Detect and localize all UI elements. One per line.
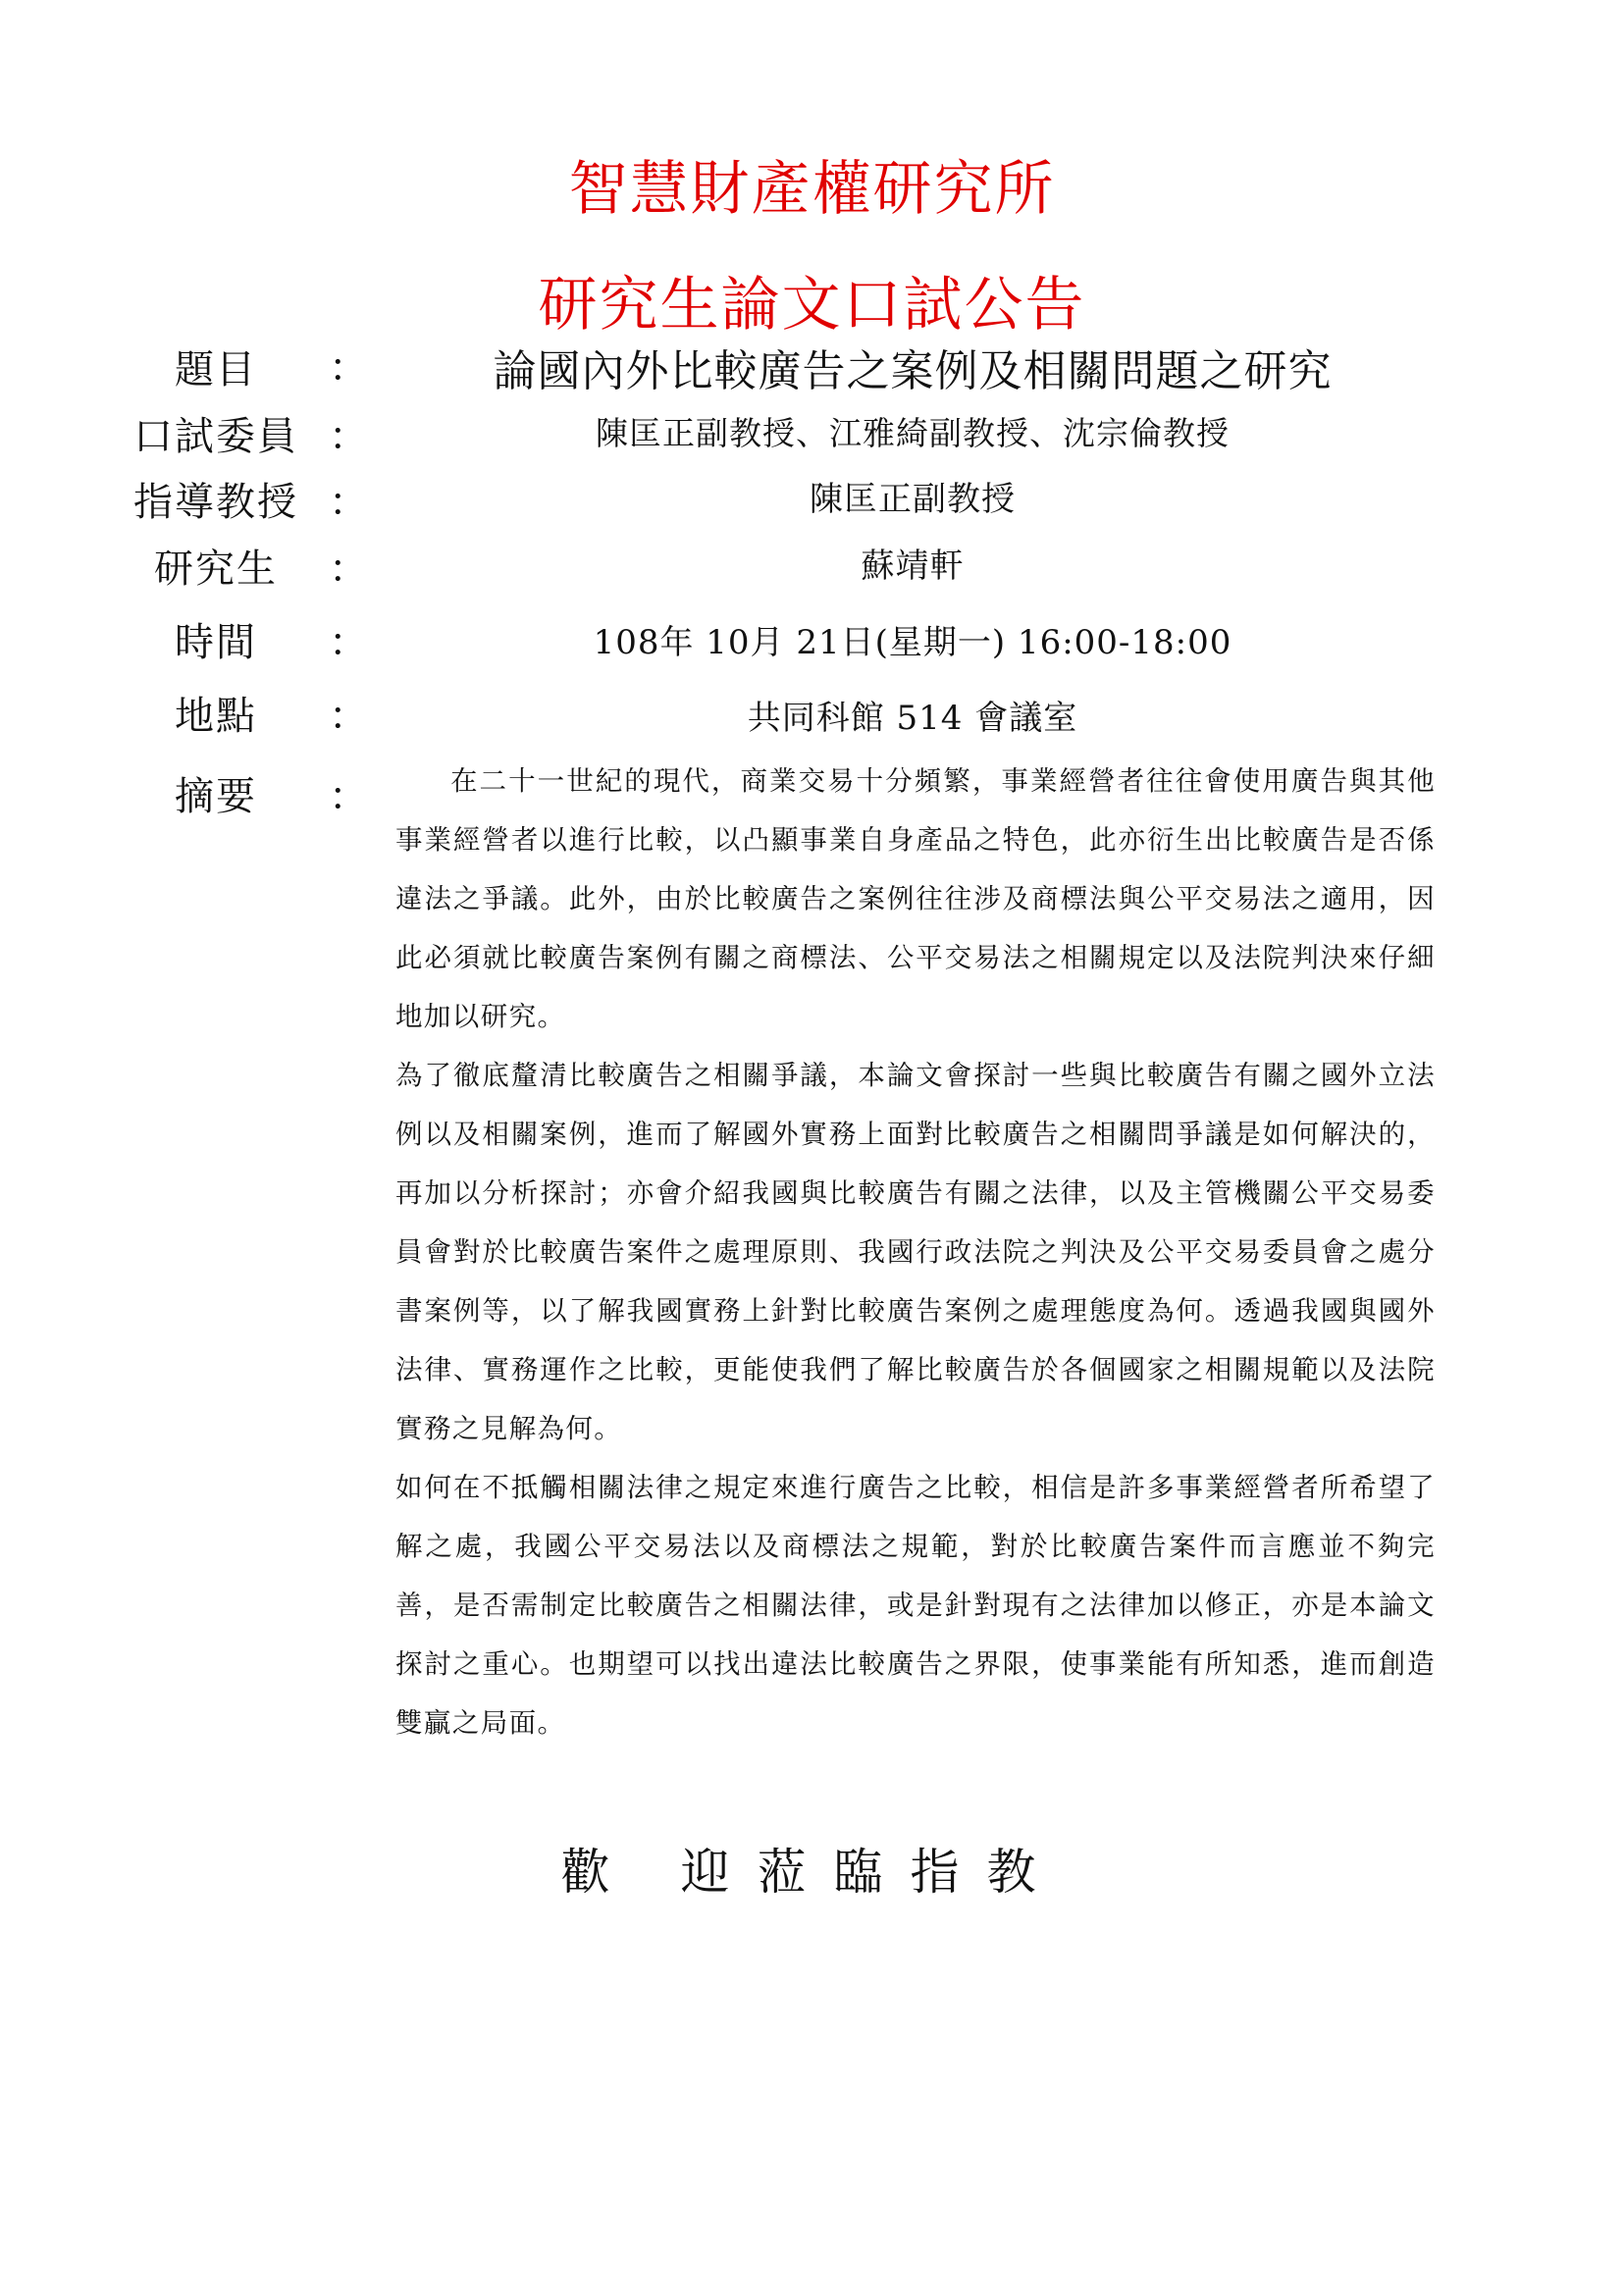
topic-label: 題目 [175,347,257,392]
notice-title: 研究生論文口試公告 [538,271,1086,339]
time-label: 時間 [175,620,257,665]
abstract-paragraph: 在二十一世紀的現代，商業交易十分頻繁，事業經營者往往會使用廣告與其他事業經營者以進行比較，以凸顯事業自身產品之特色，此亦衍生出比較廣告是否係違法之爭議。此外，由於比較廣告之案例往往涉及商標法與公平交易法之適用，因此必須就比較廣告案例有關之商標法、公平交易法之相關規定以及法院判決來仔細地加以研究。 [395,765,1436,1032]
student-colon: ： [329,547,368,592]
abstract-paragraph: 如何在不抵觸相關法律之規定來進行廣告之比較，相信是許多事業經營者所希望了解之處，我國公平交易法以及商標法之規範，對於比較廣告案件而言應並不夠完善，是否需制定比較廣告之相關法律，或是針對現有之法律加以修正，亦是本論文探討之重心。也期望可以找出違法比較廣告之界限，使事業能有所知悉，進而創造雙贏之局面。 [395,1472,1436,1739]
topic-colon: ： [329,345,368,391]
abstract-paragraph: 為了徹底釐清比較廣告之相關爭議，本論文會探討一些與比較廣告有關之國外立法例以及相關案例，進而了解國外實務上面對比較廣告之相關問爭議是如何解決的，再加以分析探討；亦會介紹我國與比較廣告有關之法律，以及主管機關公平交易委員會對於比較廣告案件之處理原則、我國行政法院之判決及公平交易委員會之處分書案例等，以了解我國實務上針對比較廣告案例之處理態度為何。透過我國與國外法律、實務運作之比較，更能使我們了解比較廣告於各個國家之相關規範以及法院實務之見解為何。 [395,1060,1436,1444]
thesis-title-value: 論國內外比較廣告之案例及相關問題之研究 [493,346,1333,396]
department-title: 智慧財產權研究所 [568,155,1056,224]
student-label: 研究生 [154,547,278,592]
abstract-label: 摘要 [175,774,257,819]
time-value: 108年 10月 21日(星期一) 16:00-18:00 [593,623,1232,662]
welcome-message: 歡 迎蒞臨指教 [560,1844,1064,1901]
committee-value: 陳匡正副教授、江雅綺副教授、沈宗倫教授 [596,414,1230,452]
location-value: 共同科館 514 會議室 [747,699,1078,738]
committee-label: 口試委員 [133,414,298,459]
advisor-colon: ： [329,480,368,525]
time-colon: ： [329,620,368,665]
abstract-body [395,752,1436,1752]
advisor-label: 指導教授 [133,480,298,525]
location-label: 地點 [175,694,257,739]
location-colon: ： [329,694,368,739]
student-value: 蘇靖軒 [861,547,965,586]
abstract-colon: ： [329,774,368,819]
advisor-value: 陳匡正副教授 [810,480,1016,519]
committee-colon: ： [329,414,368,459]
